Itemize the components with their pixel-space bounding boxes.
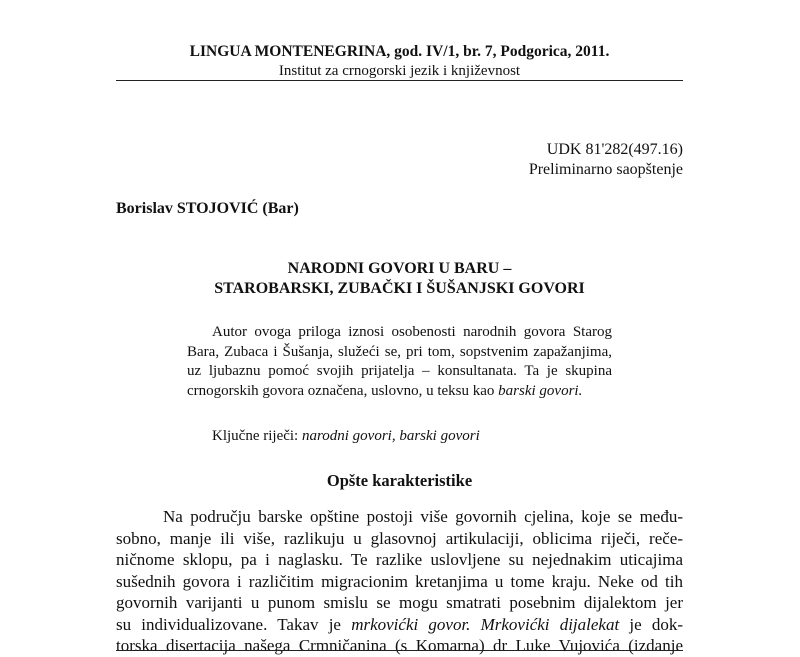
paper-title: [116, 259, 683, 299]
keywords-value: narodni govori, barski govori: [301, 428, 480, 444]
abstract-text: Autor ovoga priloga iznosi osobenosti narodnih govora Starog Bara, Zubaca i Šušanja, služeći se, pri tom, sopstvenim zapažanjima, uz ljubaznu pomoć svojih prijatelja – konsultanata. Ta je skupina crnogorskih govora označena, uslovno, u teksu kao: [187, 324, 612, 399]
body-line: Na području barske opštine postoji više govornih cjelina, koje se među-: [163, 507, 683, 526]
body-line: torska disertacija našega Crmničanina (s Komarna) dr Luke Vujovića (izdanje: [116, 636, 683, 655]
udk-code: UDK 81'282(497.16): [546, 141, 683, 158]
abstract-italic-term: barski govori.: [498, 382, 583, 399]
abstract: [187, 323, 612, 401]
classification-block: [529, 140, 683, 180]
title-line-2: STAROBARSKI, ZUBAČKI I ŠUŠANJSKI GOVORI: [214, 280, 585, 297]
paper-type: Preliminarno saopštenje: [528, 161, 683, 178]
keywords: [212, 427, 480, 446]
keywords-label: Ključne riječi:: [212, 428, 299, 444]
body-line: govornih varijanti u punom smislu se mogu smatrati posebnim dijalektom jer: [116, 593, 683, 612]
header-rule: [116, 80, 683, 81]
author-name: Borislav STOJOVIĆ (Bar): [116, 200, 299, 217]
body-text-fragment: su individualizovane. Takav je: [116, 614, 341, 634]
body-text-fragment: je dok-: [629, 614, 684, 634]
institute-name: Institut za crnogorski jezik i književnost: [278, 63, 521, 79]
section-heading: Opšte karakteristike: [326, 471, 473, 490]
body-line: sušednih govora i različitim migracionim kretanjima u tome kraju. Neke od tih: [116, 571, 683, 591]
bottom-edge-rule: [116, 650, 683, 651]
title-line-1: NARODNI GOVORI U BARU –: [287, 260, 512, 277]
body-line: ničnome sklopu, pa i naglasku. Te razlike uslovljene su nejednakim uticajima: [116, 550, 683, 569]
body-line-mixed: [116, 614, 683, 636]
body-paragraph: [116, 506, 683, 657]
body-line: sobno, manje ili više, razlikuju u glasovnoj artikulaciji, oblicima riječi, reče-: [116, 528, 683, 548]
abstract-paragraph: [187, 323, 612, 401]
body-italic-fragment: mrkovićki govor. Mrkovićki dijalekat: [351, 614, 620, 634]
journal-header: LINGUA MONTENEGRINA, god. IV/1, br. 7, Podgorica, 2011.: [189, 43, 610, 60]
